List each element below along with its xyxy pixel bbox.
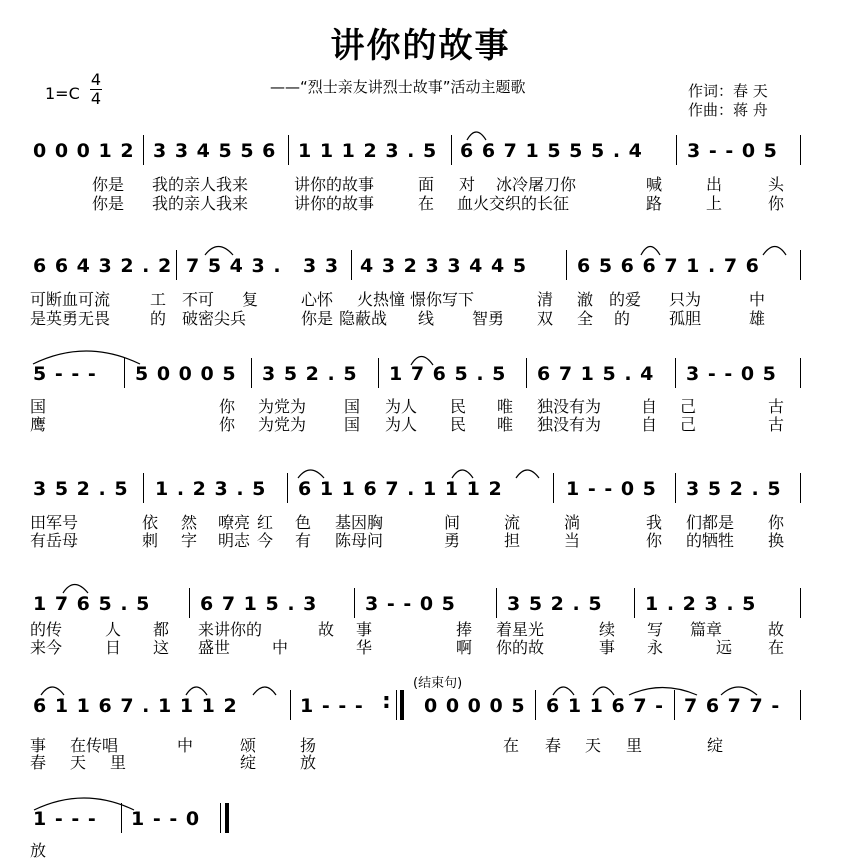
measure: 1 . 2 3 . 5 (155, 478, 267, 500)
measure: 3 5 2 . 5 (262, 363, 358, 385)
key-signature: 1=C (45, 84, 80, 103)
time-signature (90, 72, 102, 107)
measure: 1 - - 0 5 (566, 478, 657, 500)
measure: 1 . 2 3 . 5 (645, 593, 757, 615)
measure: 6 6 4 3 2 . 2 (33, 255, 173, 277)
measure: 1 - - - (300, 695, 364, 717)
song-subtitle: ——“烈士亲友讲烈士故事”活动主题歌 (270, 78, 526, 96)
measure: 0 0 0 0 5 (424, 695, 526, 717)
measure: 3 - - 0 5 (687, 140, 778, 162)
measure: 6 7 1 5 . 4 (537, 363, 655, 385)
measure: 5 - - - (33, 363, 97, 385)
measure: 3 - - 0 5 (686, 363, 777, 385)
measure: 5 0 0 0 5 (135, 363, 237, 385)
measure: 6 1 1 6 7 . 1 1 1 2 (33, 695, 238, 717)
lyricist-credit: 作词：春 天 (688, 82, 768, 100)
repeat-sign: : (382, 689, 391, 714)
measure: 1 - - 0 (131, 808, 201, 830)
measure: 6 5 6 6 7 1 . 7 6 (577, 255, 760, 277)
measure: 6 1 1 6 7 . 1 1 1 2 (298, 478, 503, 500)
measure: 1 7 6 5 . 5 (33, 593, 151, 615)
measure: 7 6 7 7 - (684, 695, 781, 717)
measure: 6 6 7 1 5 5 5 . 4 (460, 140, 643, 162)
measure: 6 1 1 6 7 - (546, 695, 665, 717)
measure: 6 7 1 5 . 3 (200, 593, 318, 615)
time-signature-top: 4 (90, 70, 102, 89)
measure: 3 5 2 . 5 (33, 478, 129, 500)
measure: 1 - - - (33, 808, 97, 830)
measure: 7 5 4 3 . (186, 255, 282, 277)
ending-annotation: (结束句) (413, 676, 463, 691)
measure: 1 1 1 2 3 . 5 (298, 140, 438, 162)
song-title: 讲你的故事 (330, 26, 511, 66)
measure: 3 5 2 . 5 (507, 593, 603, 615)
measure: 3 5 2 . 5 (686, 478, 782, 500)
measure: 1 7 6 5 . 5 (389, 363, 507, 385)
measure: 0 0 0 1 2 (33, 140, 135, 162)
measure: 3 3 (303, 255, 340, 277)
time-signature-bottom: 4 (90, 89, 102, 108)
composer-credit: 作曲：蒋 舟 (688, 101, 768, 119)
measure: 3 3 4 5 5 6 (153, 140, 277, 162)
measure: 4 3 2 3 3 4 4 5 (360, 255, 528, 277)
measure: 3 - - 0 5 (365, 593, 456, 615)
